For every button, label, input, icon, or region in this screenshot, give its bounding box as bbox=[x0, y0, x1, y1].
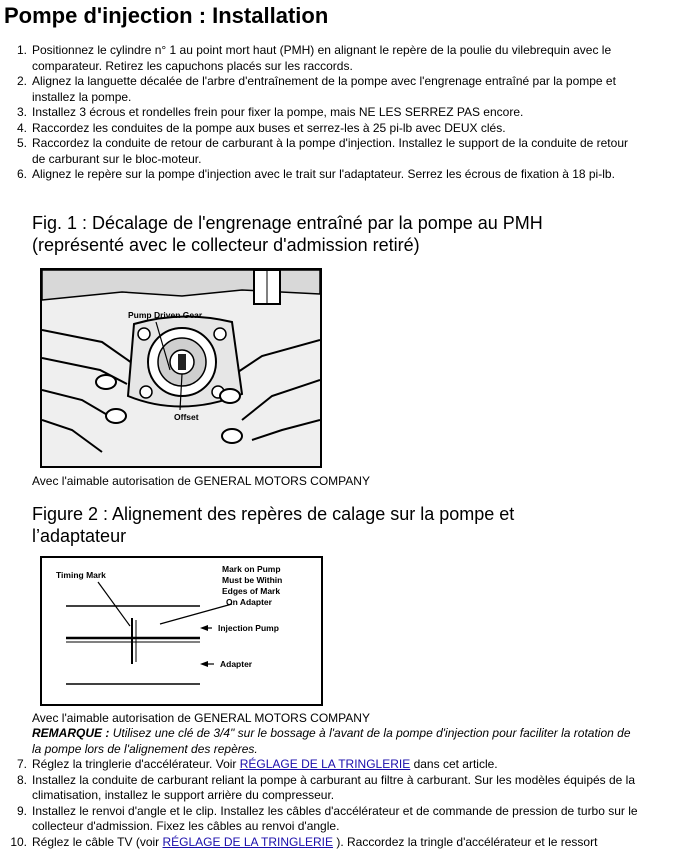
step-text-after: dans cet article. bbox=[410, 757, 498, 771]
step-5 bbox=[0, 136, 640, 167]
step-text: Positionnez le cylindre n° 1 au point mort haut (PMH) en alignant le repère de la poulie du vilebrequin avec le comparateur. Retirez les capuchons placés sur les raccords. bbox=[32, 43, 612, 73]
on-adapter-label: On Adapter bbox=[226, 597, 272, 607]
step-number: 9. bbox=[16, 803, 27, 818]
pump-driven-gear-label: Pump Driven Gear bbox=[128, 310, 203, 320]
step-text: Raccordez la conduite de retour de carburant à la pompe d'injection. Installez le support de la conduite de retour de carburant sur le bloc-moteur. bbox=[32, 136, 628, 166]
injection-pump-label: Injection Pump bbox=[218, 623, 279, 633]
adapter-label: Adapter bbox=[220, 659, 253, 669]
step-text: Alignez la languette décalée de l'arbre d'entraînement de la pompe avec l'engrenage entraîné par la pompe et installez la pompe. bbox=[32, 74, 616, 104]
step-text: Réglez la tringlerie d'accélérateur. Voir bbox=[32, 757, 240, 771]
linkage-adjustment-link[interactable]: RÉGLAGE DE LA TRINGLERIE bbox=[162, 834, 334, 849]
installation-steps-continued bbox=[0, 757, 640, 850]
remark-label: REMARQUE : bbox=[32, 726, 110, 740]
figure-1-caption: Fig. 1 : Décalage de l'engrenage entraîné par la pompe au PMH (représenté avec le collecteur d'admission retiré) bbox=[32, 213, 543, 255]
step-7 bbox=[0, 757, 640, 773]
mark-on-pump-label: Mark on Pump bbox=[222, 564, 281, 574]
figure-2-caption: Figure 2 : Alignement des repères de calage sur la pompe et l’adaptateur bbox=[32, 504, 515, 546]
step-9 bbox=[0, 804, 640, 835]
figure-2-credit: Avec l'aimable autorisation de GENERAL MOTORS COMPANY bbox=[32, 711, 370, 725]
timing-mark-label: Timing Mark bbox=[56, 570, 106, 580]
remark-text: Utilisez une clé de 3/4" sur le bossage à l'avant de la pompe d'injection pour faciliter la rotation de la pompe lors de l'alignement des repères. bbox=[32, 726, 631, 756]
figure-1-credit: Avec l'aimable autorisation de GENERAL MOTORS COMPANY bbox=[32, 474, 370, 488]
edges-of-mark-label: Edges of Mark bbox=[222, 586, 281, 596]
step-10 bbox=[0, 835, 640, 851]
step-text: Alignez le repère sur la pompe d'injection avec le trait sur l'adaptateur. Serrez les écrous de fixation à 18 pi-lb. bbox=[32, 167, 615, 181]
remark-note bbox=[32, 726, 632, 757]
step-6 bbox=[0, 167, 640, 183]
step-number: 1. bbox=[16, 43, 27, 57]
step-number: 6. bbox=[16, 167, 27, 181]
page-title: Pompe d'injection : Installation bbox=[4, 3, 329, 28]
step-4 bbox=[0, 121, 640, 137]
step-text: Installez la conduite de carburant reliant la pompe à carburant au filtre à carburant. Sur les modèles équipés de la climatisation, installez le support arrière du compresseur. bbox=[32, 772, 636, 802]
figure-2-image bbox=[40, 556, 323, 706]
installation-steps bbox=[0, 43, 640, 183]
pump-driven-gear-illustration bbox=[42, 270, 320, 466]
step-text: Raccordez les conduites de la pompe aux buses et serrez-les à 25 pi-lb avec DEUX clés. bbox=[32, 120, 506, 135]
step-number: 8. bbox=[16, 772, 27, 787]
step-number: 2. bbox=[16, 74, 27, 88]
figure-1-image bbox=[40, 268, 322, 468]
timing-marks-illustration bbox=[42, 558, 321, 704]
step-2 bbox=[0, 74, 640, 105]
step-1 bbox=[0, 43, 640, 74]
step-text: Installez 3 écrous et rondelles frein pour fixer la pompe, mais NE LES SERREZ PAS encore. bbox=[32, 105, 524, 119]
step-text: Installez le renvoi d'angle et le clip. Installez les câbles d'accélérateur et de commande de pression de turbo sur le collecteur d'admission. Fixez les câbles au renvoi d'angle. bbox=[32, 803, 638, 833]
step-number: 10. bbox=[10, 834, 27, 849]
step-number: 5. bbox=[16, 136, 27, 150]
step-3 bbox=[0, 105, 640, 121]
step-text: Réglez le câble TV (voir bbox=[32, 834, 163, 849]
step-text-after: ). Raccordez la tringle d'accélérateur et le ressort bbox=[333, 834, 598, 849]
step-number: 4. bbox=[16, 120, 27, 135]
offset-label: Offset bbox=[174, 412, 199, 422]
step-number: 7. bbox=[16, 757, 27, 771]
step-8 bbox=[0, 773, 640, 804]
must-be-within-label: Must be Within bbox=[222, 575, 283, 585]
step-number: 3. bbox=[16, 105, 27, 119]
linkage-adjustment-link[interactable]: RÉGLAGE DE LA TRINGLERIE bbox=[239, 757, 411, 771]
